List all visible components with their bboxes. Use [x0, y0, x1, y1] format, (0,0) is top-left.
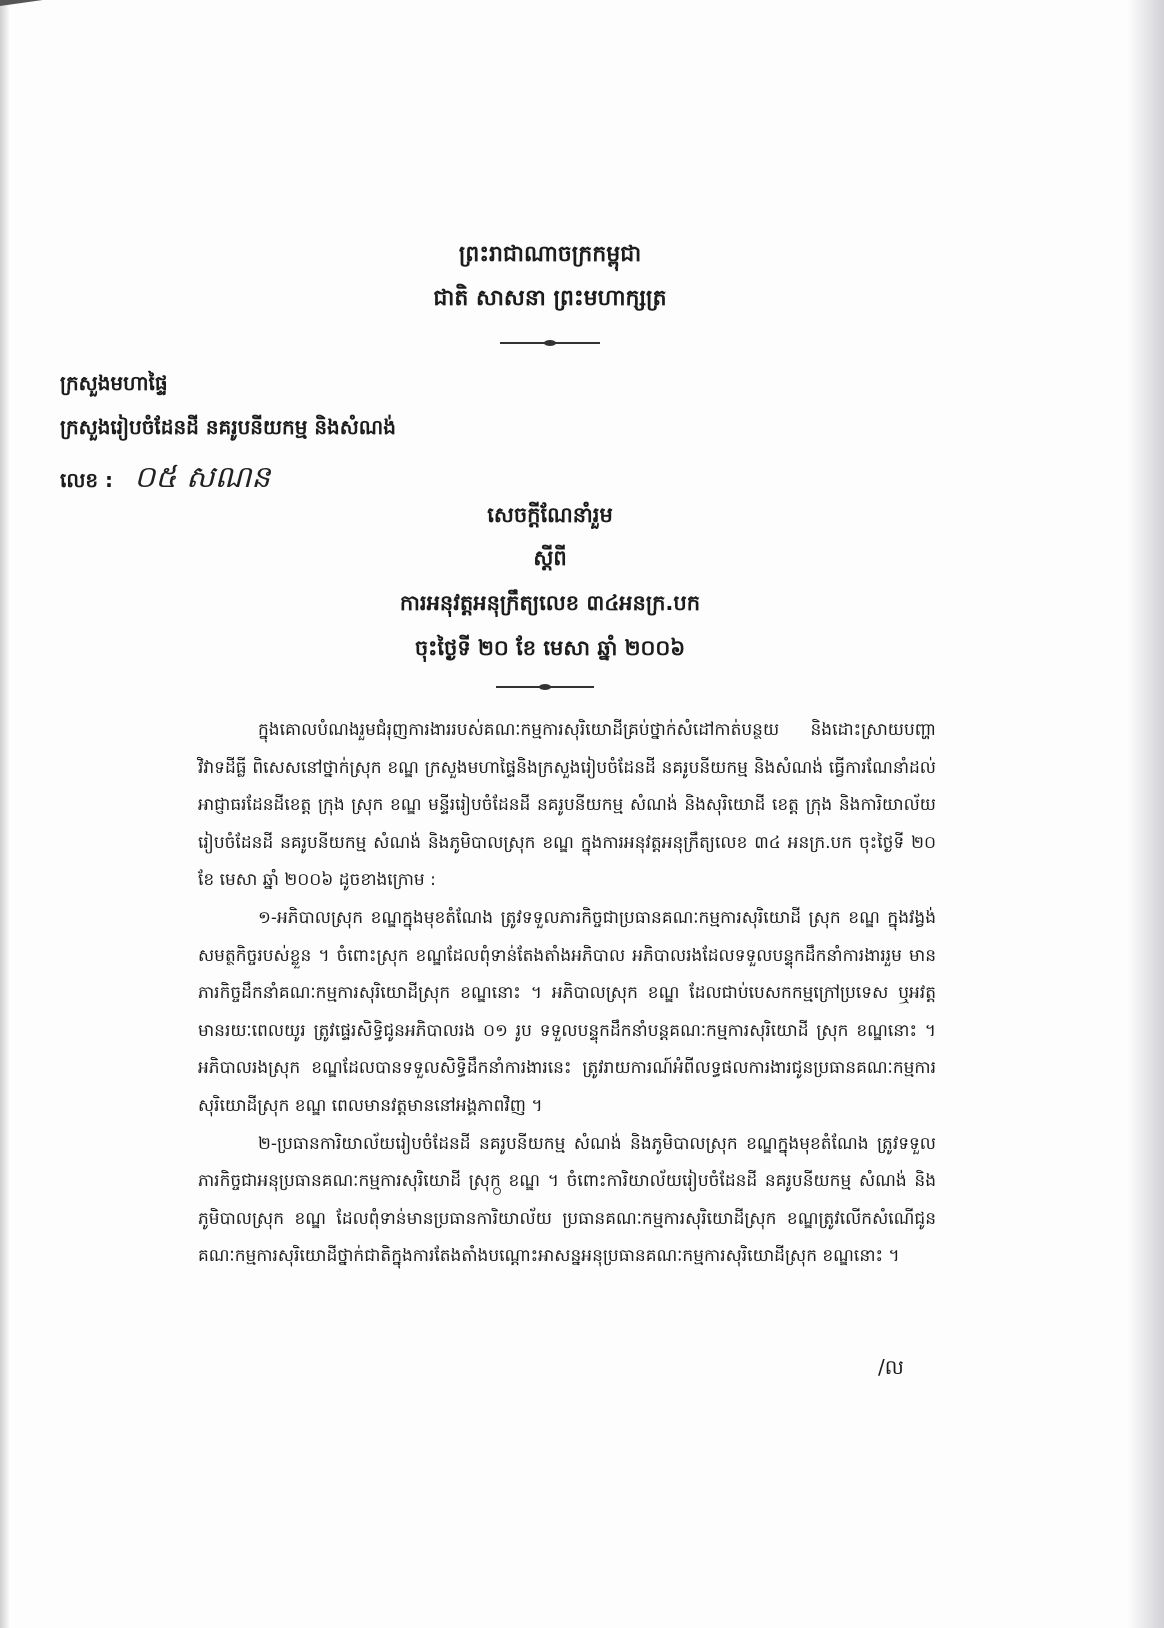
ministry-land-management: ក្រសួងរៀបចំដែនដី នគរូបនីយកម្ម និងសំណង់ [60, 415, 396, 439]
intro-paragraph: ក្នុងគោលបំណងរួមជំរុញការងាររបស់គណៈកម្មការសុរិយោដីគ្រប់ថ្នាក់សំដៅកាត់បន្ថយ និងដោះស្រាយបញ្ហាវិវាទដីធ្លី ពិសេសនៅថ្នាក់ស្រុក ខណ្ឌ ក្រសួងមហាផ្ទៃនិងក្រសួងរៀបចំដែនដី នគរូបនីយកម្ម និងសំណង់ ធ្វើការណែនាំដល់អាជ្ញាធរដែនដីខេត្ត ក្រុង ស្រុក ខណ្ឌ មន្ទីររៀបចំដែនដី នគរូបនីយកម្ម សំណង់ និងសុរិយោដី ខេត្ត ក្រុង និងការិយាល័យរៀបចំដែនដី នគរូបនីយកម្ម សំណង់ និងភូមិបាលស្រុក ខណ្ឌ ក្នុងការអនុវត្តអនុក្រឹត្យលេខ ៣៤ អនក្រ.បក ចុះថ្ងៃទី ២០ ខែ មេសា ឆ្នាំ ២០០៦ ដូចខាងក្រោម : [198, 720, 936, 891]
kingdom-heading: ព្រះរាជាណាចក្រកម្ពុជា [458, 242, 642, 267]
reference-label: លេខ : [60, 468, 114, 492]
point-2-paragraph: ២-ប្រធានការិយាល័យរៀបចំដែនដី នគរូបនីយកម្ម សំណង់ និងភូមិបាលស្រុក ខណ្ឌក្នុងមុខតំណែង ត្រូវទទួលភារកិច្ចជាអនុប្រធានគណៈកម្មការសុរិយោដី ស្រុក ខណ្ឌ ។ ចំពោះការិយាល័យរៀបចំដែនដី នគរូបនីយកម្ម សំណង់ និងភូមិបាលស្រុក ខណ្ឌ ដែលពុំទាន់មានប្រធានការិយាល័យ ប្រធានគណៈកម្មការសុរិយោដីស្រុក ខណ្ឌត្រូវលើកសំណើជូនគណៈកម្មការសុរិយោដីថ្នាក់ជាតិក្នុងការតែងតាំងបណ្តោះអាសន្នអនុប្រធានគណៈកម្មការសុរិយោដីស្រុក ខណ្ឌនោះ ។ [198, 1133, 936, 1267]
scan-fold-mark [0, 0, 70, 6]
document-subject: ការអនុវត្តអនុក្រឹត្យលេខ ៣៤អនក្រ.បក [399, 591, 701, 615]
handwritten-number: ០៥ សណន [134, 460, 271, 495]
national-motto: ជាតិ សាសនា ព្រះមហាក្សត្រ [433, 286, 667, 311]
ornament-divider [496, 686, 594, 688]
document-type: សេចក្តីណែនាំរួម [487, 503, 613, 527]
scan-shadow-right [1126, 0, 1164, 1628]
scan-speck [493, 1187, 501, 1195]
ministry-interior: ក្រសួងមហាផ្ទៃ [60, 371, 168, 395]
point-1-paragraph: ១-អភិបាលស្រុក ខណ្ឌក្នុងមុខតំណែង ត្រូវទទួលភារកិច្ចជាប្រធានគណៈកម្មការសុរិយោដី ស្រុក ខណ្ឌ ក្នុងវង្វង់សមត្ថកិច្ចរបស់ខ្លួន ។ ចំពោះស្រុក ខណ្ឌដែលពុំទាន់តែងតាំងអភិបាល អភិបាលរងដែលទទួលបន្ទុកដឹកនាំការងាររួម មានភារកិច្ចដឹកនាំគណៈកម្មការសុរិយោដីស្រុក ខណ្ឌនោះ ។ អភិបាលស្រុក ខណ្ឌ ដែលជាប់បេសកកម្មក្រៅប្រទេស ឬអវត្តមានរយៈពេលយូរ ត្រូវផ្ទេរសិទ្ធិជូនអភិបាលរង ០១ រូប ទទួលបន្ទុកដឹកនាំបន្តគណៈកម្មការសុរិយោដី ស្រុក ខណ្ឌនោះ ។ អភិបាលរងស្រុក ខណ្ឌដែលបានទទួលសិទ្ធិដឹកនាំការងារនេះ ត្រូវរាយការណ៍អំពីលទ្ធផលការងារជូនប្រធានគណៈកម្មការសុរិយោដីស្រុក ខណ្ឌ ពេលមានវត្តមាននៅអង្គភាពវិញ ។ [198, 907, 936, 1116]
continuation-mark: /ល [878, 1355, 904, 1379]
ornament-divider [500, 342, 600, 344]
reference-number [60, 458, 270, 502]
document-body [198, 712, 936, 1276]
document-date: ចុះថ្ងៃទី ២០ ខែ មេសា ឆ្នាំ ២០០៦ [414, 636, 686, 660]
document-about: ស្តីពី [533, 546, 567, 570]
